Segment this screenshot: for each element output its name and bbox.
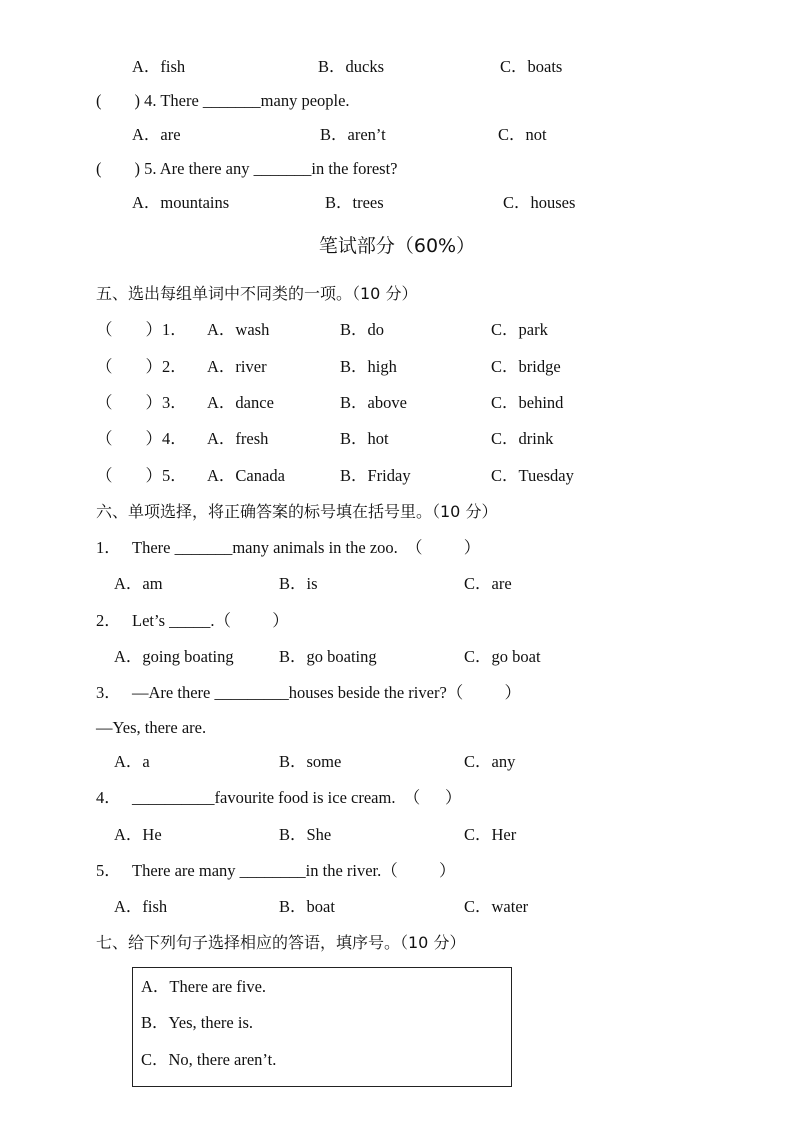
option-a: A．dance: [207, 393, 274, 412]
question-stem: Let’s _____.（ ）: [132, 611, 289, 630]
option-a: A．wash: [207, 320, 270, 339]
answer-paren: （ ）2．: [96, 357, 187, 376]
option-a: A．fresh: [207, 429, 269, 448]
option-b: B．boat: [279, 897, 335, 916]
choice-b: B．Yes, there is.: [141, 1013, 253, 1032]
option-a: A．He: [114, 825, 162, 844]
option-b: B．high: [340, 357, 397, 376]
section5-heading: 五、选出每组单词中不同类的一项。（10 分）: [96, 284, 418, 303]
question-number: 4．: [96, 788, 121, 807]
q3-option-c: C．boats: [500, 57, 563, 76]
option-b: B．is: [279, 574, 318, 593]
question-number: 5．: [96, 861, 121, 880]
option-b: B．Friday: [340, 466, 411, 485]
option-b: B．hot: [340, 429, 389, 448]
option-a: A．a: [114, 752, 150, 771]
question-number: 1．: [96, 538, 121, 557]
question-answer-line: —Yes, there are.: [96, 718, 207, 737]
option-c: C．go boat: [464, 647, 541, 666]
q5-option-a: A．mountains: [132, 193, 230, 212]
section7-heading: 七、给下列句子选择相应的答语，填序号。（10 分）: [96, 933, 466, 952]
q4-option-b: B．aren’t: [320, 125, 386, 144]
q5-stem: ( ) 5. Are there any _______in the forest?: [96, 159, 398, 178]
question-number: 2．: [96, 611, 121, 630]
option-b: B．above: [340, 393, 407, 412]
question-stem: __________favourite food is ice cream. （ ）: [132, 788, 462, 807]
question-stem: There are many ________in the river.（ ）: [132, 861, 456, 880]
option-b: B．go boating: [279, 647, 377, 666]
q4-option-c: C．not: [498, 125, 547, 144]
option-c: C．Tuesday: [491, 466, 574, 485]
option-b: B．do: [340, 320, 385, 339]
answer-paren: （ ）5．: [96, 466, 187, 485]
question-stem: —Are there _________houses beside the river?（ ）: [132, 683, 522, 702]
q5-option-b: B．trees: [325, 193, 384, 212]
q3-option-b: B．ducks: [318, 57, 384, 76]
choice-c: C．No, there aren’t.: [141, 1050, 277, 1069]
option-c: C．drink: [491, 429, 554, 448]
option-a: A．am: [114, 574, 163, 593]
question-stem: There _______many animals in the zoo. （ ）: [132, 538, 481, 557]
option-c: C．behind: [491, 393, 564, 412]
q4-option-a: A．are: [132, 125, 181, 144]
option-c: C．are: [464, 574, 512, 593]
answer-paren: （ ）4．: [96, 429, 187, 448]
option-b: B．She: [279, 825, 332, 844]
option-c: C．any: [464, 752, 516, 771]
choice-a: A．There are five.: [141, 977, 267, 996]
q5-option-c: C．houses: [503, 193, 576, 212]
option-a: A．fish: [114, 897, 168, 916]
option-b: B．some: [279, 752, 342, 771]
option-a: A．Canada: [207, 466, 285, 485]
option-c: C．park: [491, 320, 548, 339]
answer-paren: （ ）1．: [96, 320, 187, 339]
section6-heading: 六、单项选择，将正确答案的标号填在括号里。（10 分）: [96, 502, 498, 521]
part-title: 笔试部分（60%）: [318, 235, 476, 257]
option-a: A．going boating: [114, 647, 234, 666]
option-a: A．river: [207, 357, 267, 376]
option-c: C．Her: [464, 825, 517, 844]
question-number: 3．: [96, 683, 121, 702]
option-c: C．bridge: [491, 357, 561, 376]
q3-option-a: A．fish: [132, 57, 186, 76]
option-c: C．water: [464, 897, 529, 916]
answer-paren: （ ）3．: [96, 393, 187, 412]
answer-choices-box: [132, 967, 512, 1087]
q4-stem: ( ) 4. There _______many people.: [96, 91, 350, 110]
